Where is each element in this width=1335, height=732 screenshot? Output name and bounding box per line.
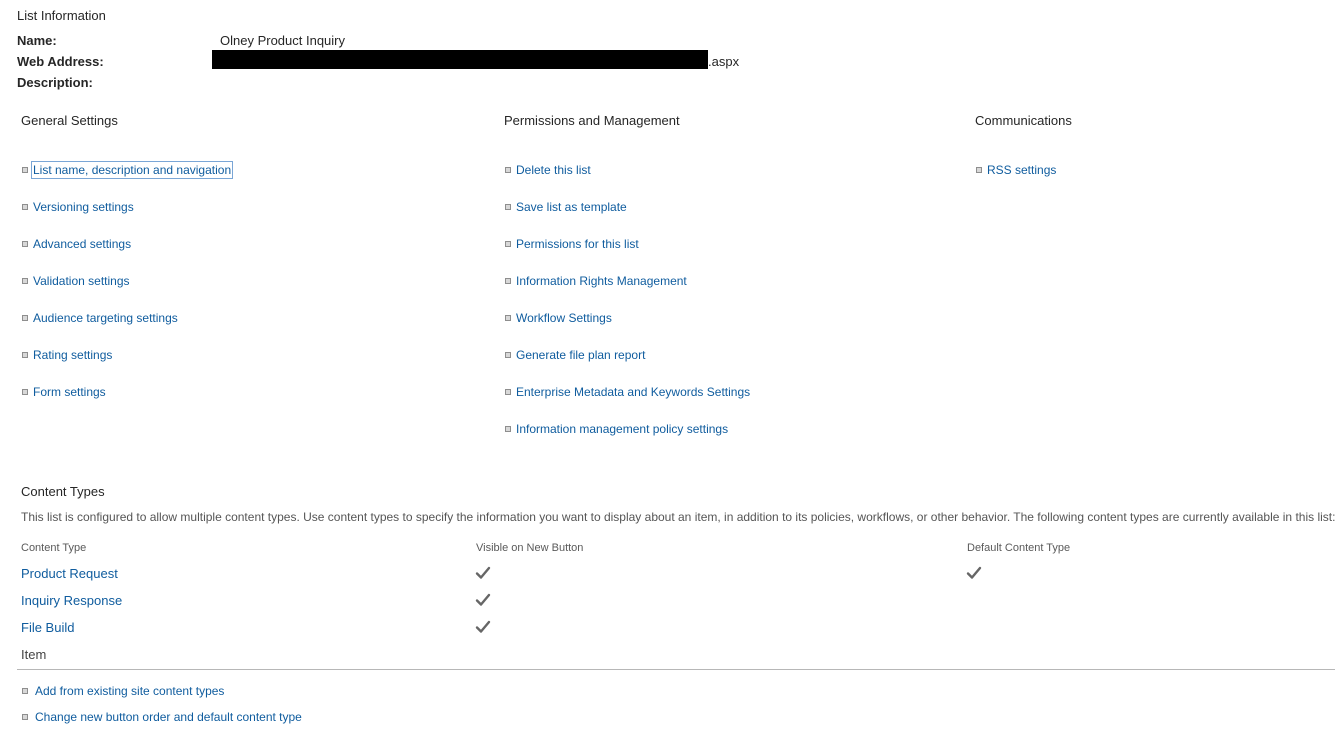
link-generate-file-plan-report[interactable]: Generate file plan report <box>516 347 645 363</box>
link-information-management-policy[interactable]: Information management policy settings <box>516 421 728 437</box>
checkmark-icon <box>966 565 982 581</box>
link-versioning-settings[interactable]: Versioning settings <box>33 199 134 215</box>
checkmark-icon <box>475 619 491 635</box>
content-types-divider <box>17 669 1335 670</box>
link-permissions-for-this-list[interactable]: Permissions for this list <box>516 236 639 252</box>
content-types-description: This list is configured to allow multiple content types. Use content types to specify the information you want to display about an item, in addition to its policies, workflows, or other behavior. The following content types are currently available in this list: <box>21 510 1335 524</box>
web-address-suffix: .aspx <box>708 54 740 69</box>
column-header-visible-on-new-button: Visible on New Button <box>476 542 584 554</box>
bullet-icon <box>22 688 28 694</box>
web-address-label: Web Address: <box>17 54 104 69</box>
bullet-icon <box>22 241 28 247</box>
bullet-icon <box>22 167 28 173</box>
link-audience-targeting-settings[interactable]: Audience targeting settings <box>33 310 178 326</box>
link-rss-settings[interactable]: RSS settings <box>987 162 1056 178</box>
bullet-icon <box>505 241 511 247</box>
name-label: Name: <box>17 33 57 48</box>
link-form-settings[interactable]: Form settings <box>33 384 106 400</box>
bullet-icon <box>505 278 511 284</box>
checkmark-icon <box>475 592 491 608</box>
link-save-list-as-template[interactable]: Save list as template <box>516 199 627 215</box>
bullet-icon <box>22 315 28 321</box>
checkmark-icon <box>475 565 491 581</box>
web-address-redaction <box>212 50 708 69</box>
bullet-icon <box>22 389 28 395</box>
column-header-default-content-type: Default Content Type <box>967 542 1071 554</box>
link-add-existing-site-content-types[interactable]: Add from existing site content types <box>35 683 224 699</box>
link-information-rights-management[interactable]: Information Rights Management <box>516 273 687 289</box>
general-settings-title: General Settings <box>21 113 118 128</box>
content-type-file-build[interactable]: File Build <box>21 620 75 635</box>
link-list-name-description-navigation[interactable]: List name, description and navigation <box>33 162 231 178</box>
permissions-management-title: Permissions and Management <box>504 113 680 128</box>
list-information-title: List Information <box>17 8 106 23</box>
link-rating-settings[interactable]: Rating settings <box>33 347 112 363</box>
link-workflow-settings[interactable]: Workflow Settings <box>516 310 612 326</box>
column-header-content-type: Content Type <box>21 542 87 554</box>
bullet-icon <box>505 389 511 395</box>
description-label: Description: <box>17 75 93 90</box>
bullet-icon <box>505 167 511 173</box>
communications-title: Communications <box>975 113 1072 128</box>
link-validation-settings[interactable]: Validation settings <box>33 273 130 289</box>
link-advanced-settings[interactable]: Advanced settings <box>33 236 131 252</box>
bullet-icon <box>22 714 28 720</box>
bullet-icon <box>505 352 511 358</box>
link-delete-this-list[interactable]: Delete this list <box>516 162 591 178</box>
name-value: Olney Product Inquiry <box>220 33 346 48</box>
bullet-icon <box>976 167 982 173</box>
content-types-title: Content Types <box>21 484 105 499</box>
bullet-icon <box>505 315 511 321</box>
bullet-icon <box>22 352 28 358</box>
content-type-item: Item <box>21 647 47 662</box>
bullet-icon <box>505 204 511 210</box>
link-enterprise-metadata-keywords[interactable]: Enterprise Metadata and Keywords Settings <box>516 384 750 400</box>
link-change-new-button-order[interactable]: Change new button order and default content type <box>35 709 302 725</box>
bullet-icon <box>505 426 511 432</box>
bullet-icon <box>22 204 28 210</box>
content-type-product-request[interactable]: Product Request <box>21 566 118 581</box>
bullet-icon <box>22 278 28 284</box>
content-type-inquiry-response[interactable]: Inquiry Response <box>21 593 123 608</box>
